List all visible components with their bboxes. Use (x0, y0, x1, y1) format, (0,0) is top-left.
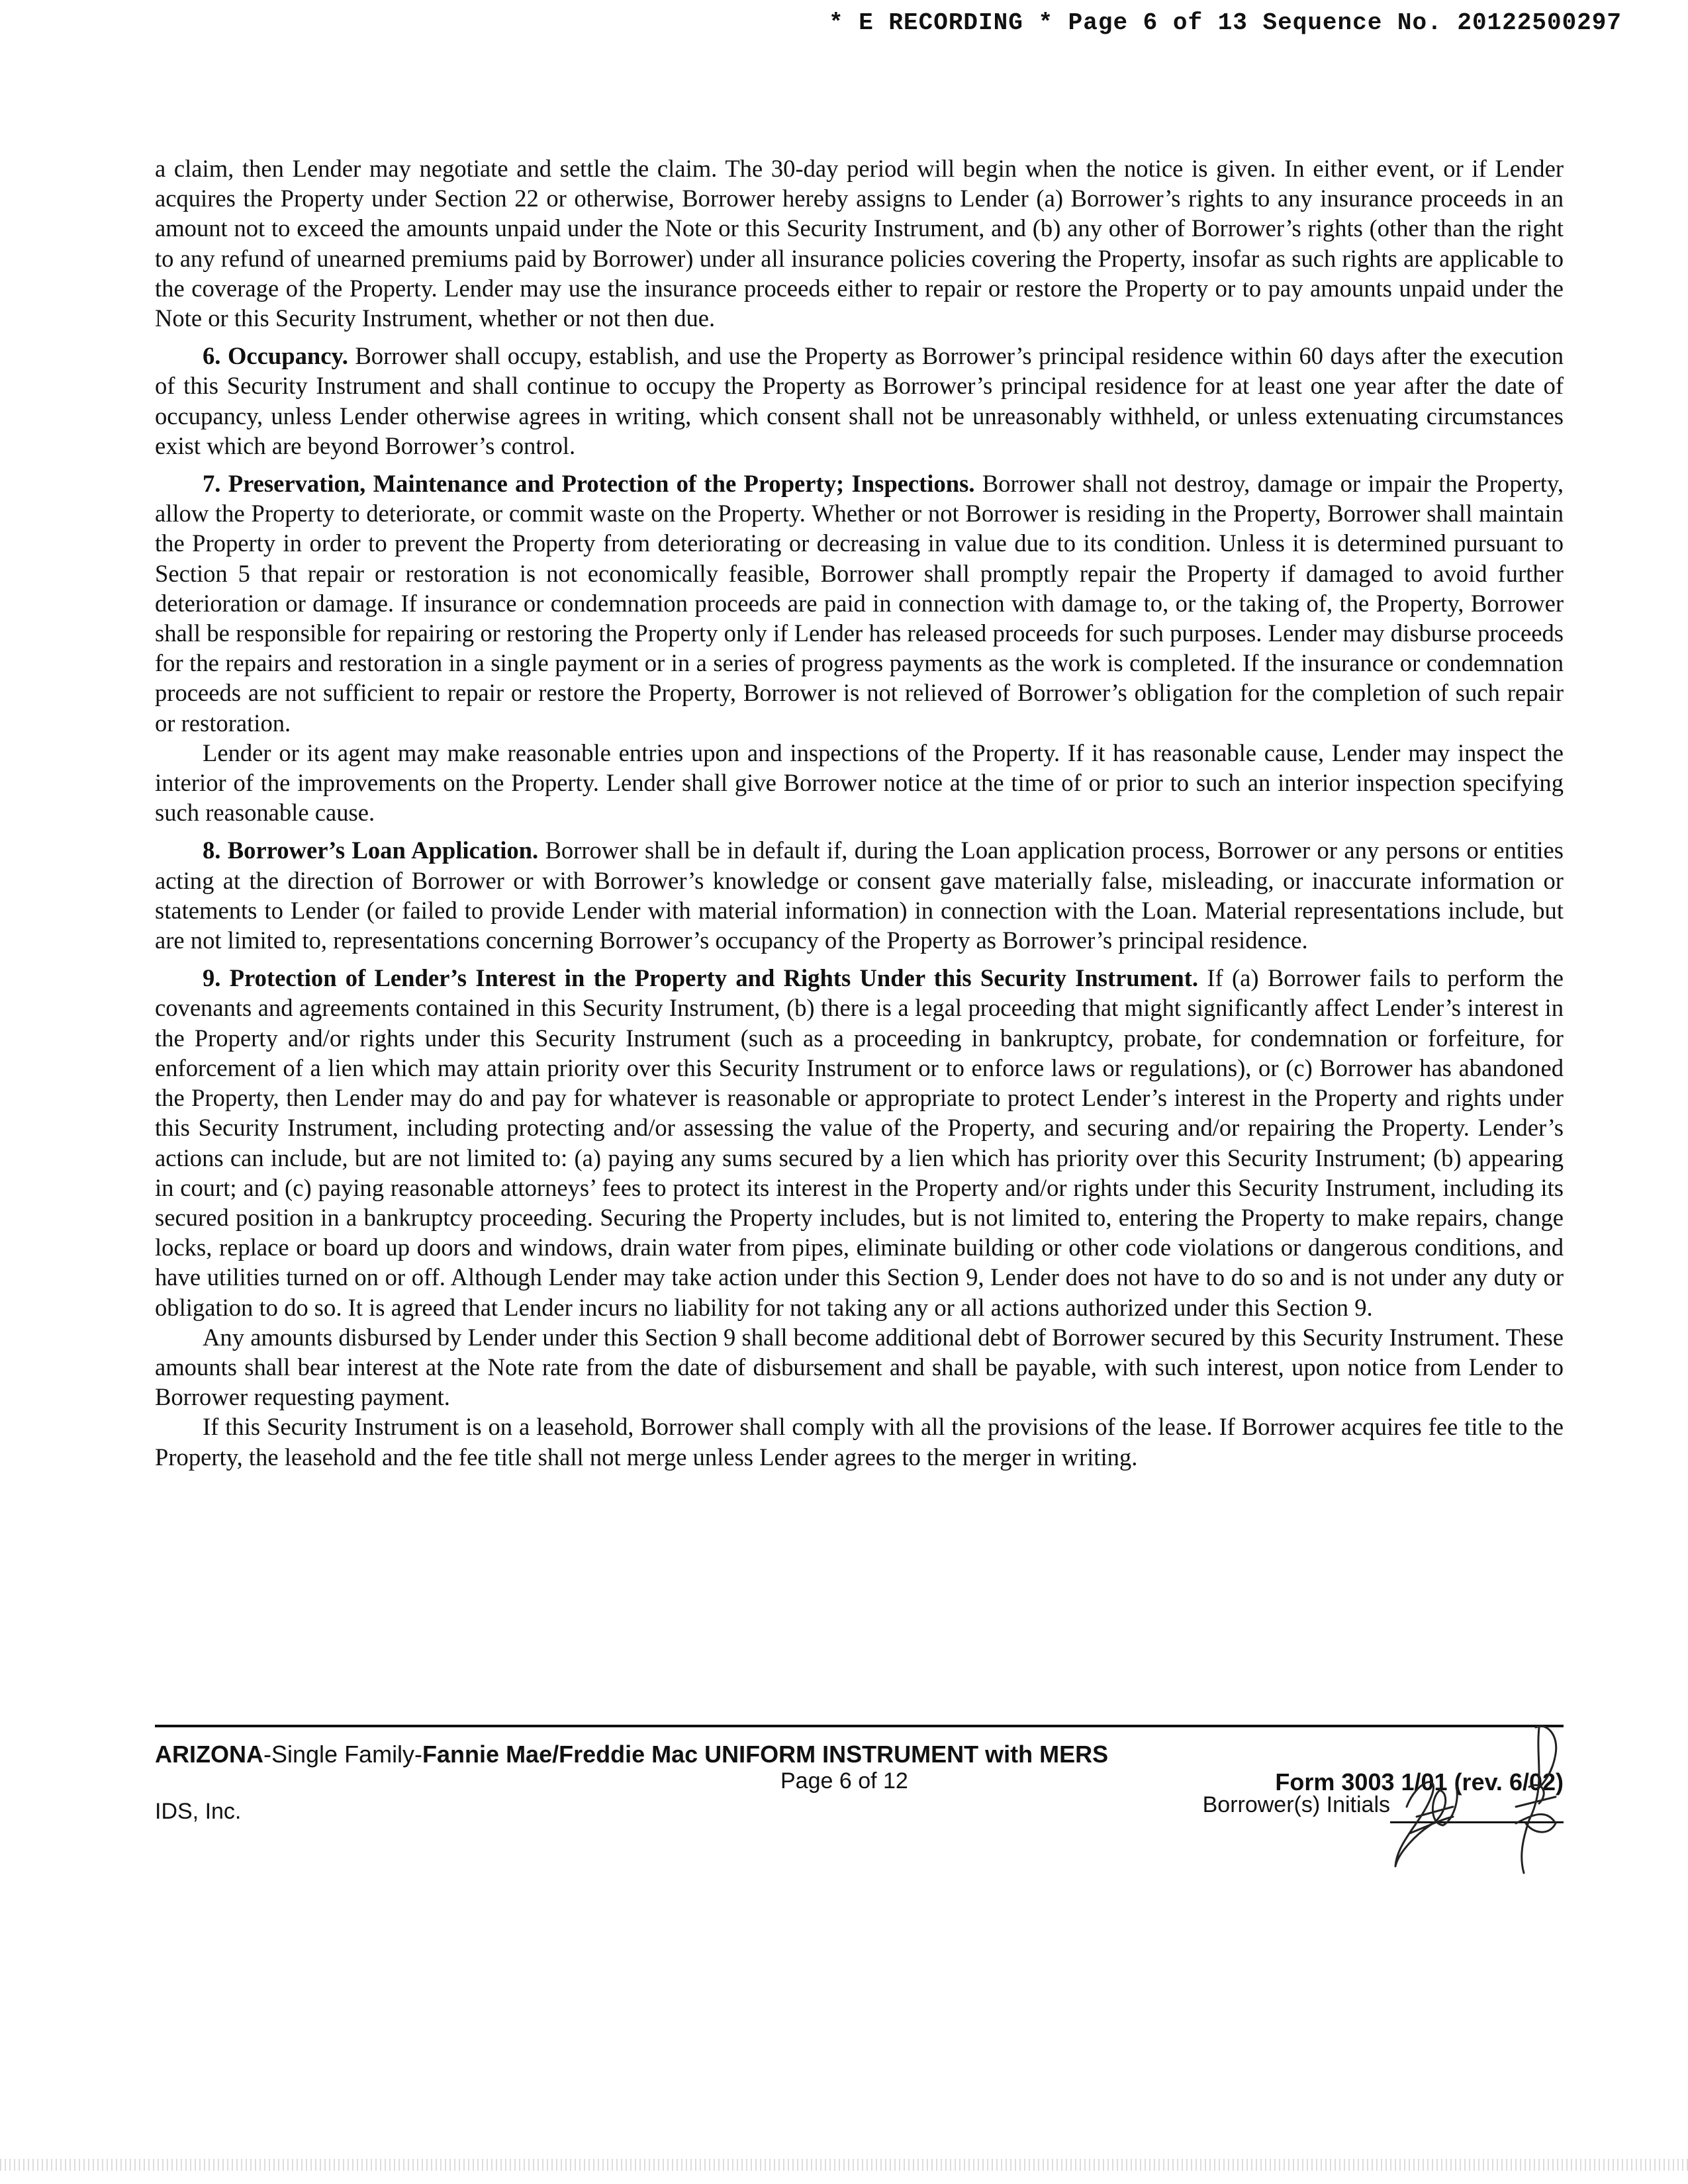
document-body (155, 154, 1564, 1480)
vendor-name: IDS, Inc. (155, 1799, 242, 1824)
section-7-text: Borrower shall not destroy, damage or impair the Property, allow the Property to deteriorate, or commit waste on the Property. Whether or not Borrower is residing in the Property, Borrower shall maintain the Property in order to prevent the Property from deteriorating or decreasing in value due to its condition. Unless it is determined pursuant to Section 5 that repair or restoration is not economically feasible, Borrower shall promptly repair the Property if damaged to avoid further deterioration or damage. If insurance or condemnation proceeds are paid in connection with damage to, or the taking of, the Property, Borrower shall be responsible for repairing or restoring the Property only if Lender has released proceeds for such purposes. Lender may disburse proceeds for the repairs and restoration in a single payment or in a series of progress payments as the work is completed. If the insurance or condemnation proceeds are not sufficient to repair or restore the Property, Borrower is not relieved of Borrower’s obligation for the completion of such repair or restoration. (155, 470, 1564, 737)
section-7-paragraph-2: Lender or its agent may make reasonable entries upon and inspections of the Property. If it has reasonable cause, Lender may inspect the interior of the improvements on the Property. Lender shall give Borrower notice at the time of or prior to such an interior inspection specifying such reasonable cause. (155, 739, 1564, 827)
section-8-heading: 8. Borrower’s Loan Application. (203, 837, 539, 864)
section-9-text: If (a) Borrower fails to perform the covenants and agreements contained in this Security Instrument, (b) there is a legal proceeding that might significantly affect Lender’s interest in the Property and/or rights under this Security Instrument (such as a proceeding in bankruptcy, probate, for condemnation or forfeiture, for enforcement of a lien which may attain priority over this Security Instrument or to enforce laws or regulations), or (c) Borrower has abandoned the Property, then Lender may do and pay for whatever is reasonable or appropriate to protect Lender’s interest in the Property and rights under this Security Instrument, including protecting and/or assessing the value of the Property, and securing and/or repairing the Property. Lender’s actions can include, but are not limited to: (a) paying any sums secured by a lien which has priority over this Security Instrument; (b) appearing in court; and (c) paying reasonable attorneys’ fees to protect its interest in the Property and/or rights under this Security Instrument, including its secured position in a bankruptcy proceeding. Securing the Property includes, but is not limited to, entering the Property to make repairs, change locks, replace or board up doors and windows, drain water from pipes, eliminate building or other code violations or dangerous conditions, and have utilities turned on or off. Although Lender may take action under this Section 9, Lender does not have to do so and is not under any duty or obligation to do so. It is agreed that Lender incurs no liability for not taking any or all actions authorized under this Section 9. (155, 964, 1564, 1321)
scan-edge-noise (0, 2159, 1688, 2171)
form-state: ARIZONA (155, 1741, 263, 1768)
form-number: Form 3003 1/01 (rev. 6/02) (1275, 1768, 1564, 1796)
section-9-heading: 9. Protection of Lender’s Interest in the Property and Rights Under this Security Instrument. (203, 964, 1199, 992)
section-9-paragraph-3: If this Security Instrument is on a leasehold, Borrower shall comply with all the provisions of the lease. If Borrower acquires fee title to the Property, the leasehold and the fee title shall not merge unless Lender agrees to the merger in writing. (155, 1413, 1564, 1471)
initials-scribble-1 (1395, 1782, 1457, 1866)
form-title-mid: -Single Family- (263, 1741, 423, 1768)
form-title (155, 1741, 1108, 1768)
section-7-heading: 7. Preservation, Maintenance and Protection of the Property; Inspections. (203, 470, 975, 498)
page-number: Page 6 of 12 (780, 1768, 908, 1794)
section-9-paragraph-2: Any amounts disbursed by Lender under this Section 9 shall become additional debt of Borrower secured by this Security Instrument. These amounts shall bear interest at the Note rate from the date of disbursement and shall be payable, with such interest, upon notice from Lender to Borrower requesting payment. (155, 1323, 1564, 1411)
section-8 (155, 835, 1564, 955)
borrower-initials-signatures (1317, 1707, 1582, 1880)
section-6 (155, 341, 1564, 461)
section-7 (155, 469, 1564, 738)
section-6-heading: 6. Occupancy. (203, 342, 348, 370)
initials-label: Borrower(s) Initials (1202, 1792, 1390, 1817)
paragraph-continuation: a claim, then Lender may negotiate and settle the claim. The 30-day period will begin when the notice is given. In either event, or if Lender acquires the Property under Section 22 or otherwise, Borrower hereby assigns to Lender (a) Borrower’s rights to any insurance proceeds in an amount not to exceed the amounts unpaid under the Note or this Security Instrument, and (b) any other of Borrower’s rights (other than the right to any refund of unearned premiums paid by Borrower) under all insurance policies covering the Property, insofar as such rights are applicable to the coverage of the Property. Lender may use the insurance proceeds either to repair or restore the Property or to pay amounts unpaid under the Note or this Security Instrument, whether or not then due. (155, 155, 1564, 332)
section-6-text: Borrower shall occupy, establish, and use the Property as Borrower’s principal residence within 60 days after the execution of this Security Instrument and shall continue to occupy the Property as Borrower’s principal residence for at least one year after the date of occupancy, unless Lender otherwise agrees in writing, which consent shall not be unreasonably withheld, or unless extenuating circumstances exist which are beyond Borrower’s control. (155, 342, 1564, 459)
section-9 (155, 963, 1564, 1322)
recording-header: * E RECORDING * Page 6 of 13 Sequence No. 20122500297 (829, 9, 1622, 36)
initials-scribble-2 (1516, 1727, 1556, 1873)
section-8-text: Borrower shall be in default if, during the Loan application process, Borrower or any persons or entities acting at the direction of Borrower or with Borrower’s knowledge or consent gave materially false, misleading, or inaccurate information or statements to Lender (or failed to provide Lender with material information) in connection with the Loan. Material representations include, but are not limited to, representations concerning Borrower’s occupancy of the Property as Borrower’s principal residence. (155, 837, 1564, 954)
form-title-bold: Fannie Mae/Freddie Mac UNIFORM INSTRUMENT with MERS (422, 1741, 1109, 1768)
